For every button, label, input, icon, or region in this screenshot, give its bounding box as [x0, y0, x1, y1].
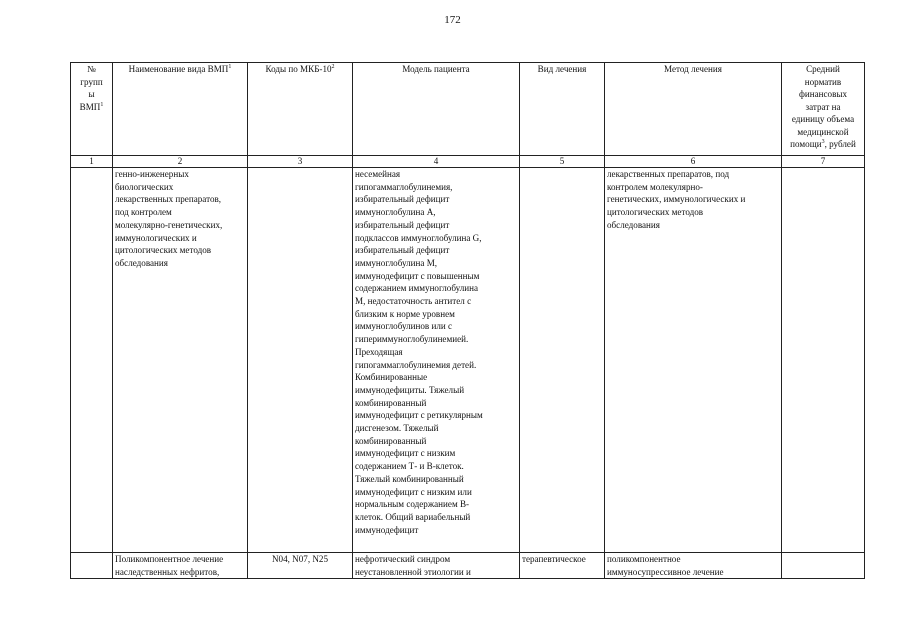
- header-treatment-method: Метод лечения: [605, 63, 782, 156]
- column-number: 1: [71, 156, 113, 168]
- header-patient-model: Модель пациента: [353, 63, 520, 156]
- column-number-row: [71, 156, 865, 168]
- header-vmp-name: Наименование вида ВМП$^1$: [113, 63, 248, 156]
- cell-patient-model: несемейная гипогаммаглобулинемия, избирательный дефицит иммуноглобулина А, избирательный дефицит подклассов иммуноглобулина G, избирательный дефицит иммуноглобулина М, иммунодефицит с повышенным содержанием иммуноглобулина М, недостаточность антител с близким к норме уровнем иммуноглобулинов или с гипериммуноглобулинемией. Преходящая гипогаммаглобулинемия детей. Комбинированные иммунодефициты. Тяжелый комбинированный иммунодефицит с ретикулярным дисгенезом. Тяжелый комбинированный иммунодефицит с низким содержанием Т- и В-клеток. Тяжелый комбинированный иммунодефицит с низким или нормальным содержанием В- клеток. Общий вариабельный иммунодефицит: [353, 168, 520, 553]
- column-number: 4: [353, 156, 520, 168]
- header-treatment-type: Вид лечения: [520, 63, 605, 156]
- cell-vmp-name: генно-инженерных биологических лекарственных препаратов, под контролем молекулярно-генетических, иммунологических и цитологических методов обследования: [113, 168, 248, 553]
- table-row: [71, 553, 865, 579]
- cell-mkb-codes: N04, N07, N25: [248, 553, 353, 579]
- cell-treatment-type: терапевтическое: [520, 553, 605, 579]
- cell-vmp-name: Поликомпонентное лечение наследственных нефритов,: [113, 553, 248, 579]
- cell-patient-model: нефротический синдром неустановленной этиологии и: [353, 553, 520, 579]
- column-number: 6: [605, 156, 782, 168]
- column-number: 3: [248, 156, 353, 168]
- cell-mkb-codes: [248, 168, 353, 553]
- vmp-table: [70, 62, 865, 579]
- cell-cost: [782, 168, 865, 553]
- cell-group: [71, 168, 113, 553]
- header-group-number: № групп ы ВМП$^1$: [71, 63, 113, 156]
- cell-group: [71, 553, 113, 579]
- cell-cost: [782, 553, 865, 579]
- page-number: 172: [444, 14, 461, 26]
- column-number: 7: [782, 156, 865, 168]
- table-row: [71, 168, 865, 553]
- column-number: 2: [113, 156, 248, 168]
- table-header-row: [71, 63, 865, 156]
- cell-treatment-method: лекарственных препаратов, под контролем молекулярно- генетических, иммунологических и цитологических методов обследования: [605, 168, 782, 553]
- cell-treatment-type: [520, 168, 605, 553]
- header-mkb-codes: Коды по МКБ-$10^2$: [248, 63, 353, 156]
- cell-treatment-method: поликомпонентное иммуносупрессивное лечение: [605, 553, 782, 579]
- header-cost-standard: Средний норматив финансовых затрат на единицу объема медицинской помощи$^3$, рублей: [782, 63, 865, 156]
- column-number: 5: [520, 156, 605, 168]
